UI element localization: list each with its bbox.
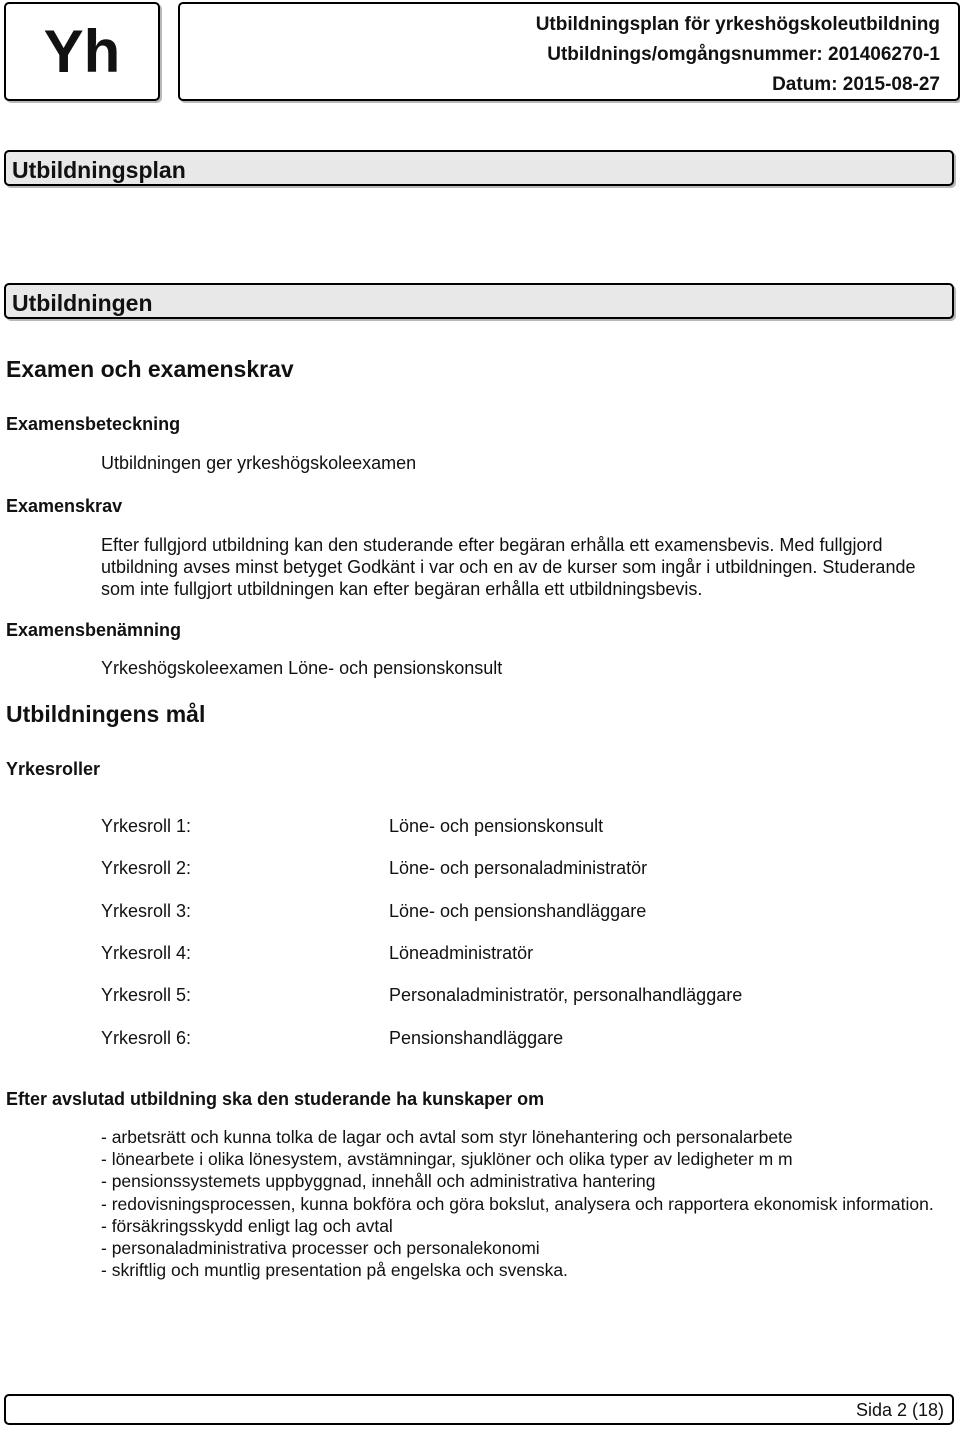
document-header xyxy=(178,2,960,101)
role-key: Yrkesroll 2: xyxy=(101,858,192,878)
designation-label: Examensbeteckning xyxy=(6,414,181,434)
exam-name-label: Examensbenämning xyxy=(6,620,182,640)
role-value: Löne- och pensionskonsult xyxy=(389,816,604,836)
page-footer xyxy=(4,1394,954,1425)
role-key: Yrkesroll 6: xyxy=(101,1028,192,1048)
knowledge-label: Efter avslutad utbildning ska den studerande ha kunskaper om xyxy=(6,1089,545,1109)
list-item: - skriftlig och muntlig presentation på engelska och svenska. xyxy=(101,1260,568,1281)
yh-logo xyxy=(4,2,160,101)
role-value: Pensionshandläggare xyxy=(389,1028,564,1048)
role-key: Yrkesroll 1: xyxy=(101,816,192,836)
role-key: Yrkesroll 4: xyxy=(101,943,192,963)
list-item: - personaladministrativa processer och personalekonomi xyxy=(101,1238,540,1259)
role-value: Löne- och pensionshandläggare xyxy=(389,901,647,921)
logo-text: Yh xyxy=(43,18,121,85)
list-item: - pensionssystemets uppbyggnad, innehåll och administrativa hantering xyxy=(101,1171,656,1192)
goals-heading: Utbildningens mål xyxy=(6,701,206,727)
requirements-text: Efter fullgjord utbildning kan den studerande efter begäran erhålla ett examensbevis. Med fullgjord utbildning avses minst betyget Godkänt i var och en av de kurser som ingår i utbildningen. Studerande som inte fullgjort utbildningen kan efter begäran erhålla ett utbildningsbevis. xyxy=(101,535,916,599)
role-key: Yrkesroll 3: xyxy=(101,901,192,921)
education-number: Utbildnings/omgångsnummer: 201406270-1 xyxy=(547,44,940,65)
roles-label: Yrkesroller xyxy=(6,759,101,779)
document-date: Datum: 2015-08-27 xyxy=(772,74,940,95)
knowledge-list xyxy=(101,1126,951,1281)
list-item: - försäkringsskydd enligt lag och avtal xyxy=(101,1215,393,1236)
role-value: Personaladministratör, personalhandläggare xyxy=(389,985,743,1005)
exam-heading: Examen och examenskrav xyxy=(6,356,294,382)
list-item: - lönearbete i olika lönesystem, avstämningar, sjuklöner och olika typer av ledigheter m m xyxy=(101,1149,793,1170)
section-bar-utbildningsplan: Utbildningsplan xyxy=(4,150,954,186)
requirements-label: Examenskrav xyxy=(6,496,123,516)
list-item: - redovisningsprocessen, kunna bokföra och göra bokslut, analysera och rapportera ekonomisk information. xyxy=(101,1193,934,1214)
role-key: Yrkesroll 5: xyxy=(101,985,192,1005)
document-title: Utbildningsplan för yrkeshögskoleutbildning xyxy=(535,14,940,35)
page-number: Sida 2 (18) xyxy=(855,1400,944,1420)
exam-name-value: Yrkeshögskoleexamen Löne- och pensionskonsult xyxy=(101,658,503,678)
role-value: Löneadministratör xyxy=(389,943,534,963)
list-item: - arbetsrätt och kunna tolka de lagar och avtal som styr lönehantering och personalarbete xyxy=(101,1127,793,1147)
designation-value: Utbildningen ger yrkeshögskoleexamen xyxy=(101,453,417,473)
role-value: Löne- och personaladministratör xyxy=(389,858,648,878)
section-bar-utbildningen: Utbildningen xyxy=(4,283,954,319)
